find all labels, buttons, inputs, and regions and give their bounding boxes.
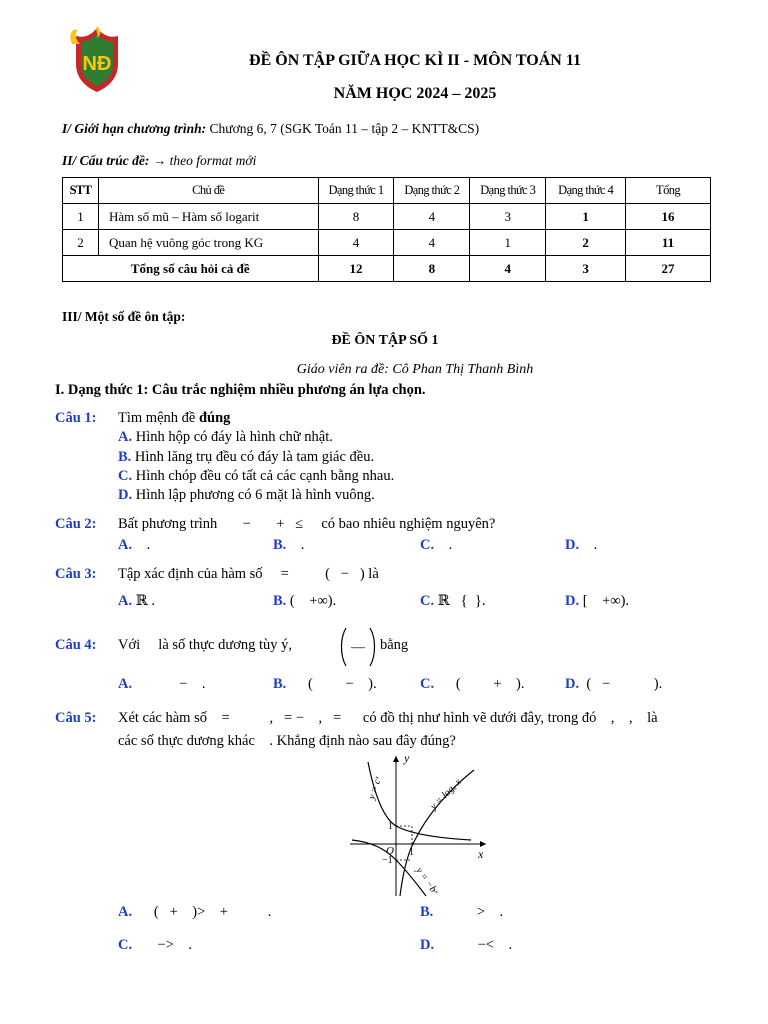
- option-text: − .: [132, 676, 206, 692]
- table-cell: 2: [546, 230, 626, 256]
- option-text: ( − ).: [286, 676, 377, 692]
- table-cell: 3: [546, 256, 626, 282]
- option-letter: C.: [118, 937, 133, 953]
- option-letter: A.: [118, 593, 133, 609]
- answer-option: [420, 593, 485, 610]
- x-axis-label: x: [478, 847, 484, 861]
- table-cell: 11: [626, 230, 711, 256]
- section-scope: [62, 121, 479, 137]
- table-header: Dạng thức 4: [546, 178, 626, 204]
- option-letter: C.: [118, 468, 133, 484]
- table-row: [63, 230, 711, 256]
- table-header: STT: [63, 178, 99, 204]
- answer-option: [273, 593, 336, 610]
- x-tick-label: 1: [409, 847, 414, 858]
- option-letter: B.: [273, 593, 287, 609]
- curve-bx-label: y = −bˣ: [413, 865, 441, 897]
- curve-log-label: y = logₐ x: [428, 776, 464, 813]
- option-letter: C.: [420, 676, 435, 692]
- option-letter: D.: [565, 537, 580, 553]
- section-exams-heading: III/ Một số đề ôn tập:: [62, 309, 186, 324]
- option-letter: A.: [118, 676, 133, 692]
- option-text: .: [579, 537, 598, 553]
- section-scope-label: I/ Giới hạn chương trình:: [62, 121, 207, 136]
- question-stem: Tập xác định của hàm số = ( − ) là: [118, 566, 379, 582]
- table-total-label: Tổng số câu hỏi cả đề: [63, 256, 319, 282]
- question-stem-text: Tìm mệnh đề: [118, 410, 199, 426]
- option-text: Hình lập phương có 6 mặt là hình vuông.: [132, 487, 375, 503]
- table-cell: 4: [394, 230, 470, 256]
- answer-option: [118, 937, 192, 954]
- table-total-row: [63, 256, 711, 282]
- question-label: Câu 5:: [55, 710, 97, 726]
- question-label: Câu 1:: [55, 410, 97, 426]
- table-cell: 4: [470, 256, 546, 282]
- question-stem-emphasis: đúng: [198, 410, 231, 426]
- option-letter: A.: [118, 537, 133, 553]
- option-text: −< .: [434, 937, 513, 953]
- answer-option: [420, 537, 452, 554]
- answer-option: [118, 904, 271, 921]
- option-text: Hình hộp có đáy là hình chữ nhật.: [132, 429, 333, 445]
- table-cell: 2: [63, 230, 99, 256]
- part-heading: I. Dạng thức 1: Câu trắc nghiệm nhiều phương án lựa chọn.: [55, 382, 426, 398]
- question-stem: Bất phương trình − + ≤ có bao nhiêu nghiệm nguyên?: [118, 516, 496, 532]
- answer-option: [420, 904, 503, 921]
- table-header: Dạng thức 3: [470, 178, 546, 204]
- option-text: ( + ).: [434, 676, 525, 692]
- answer-option: [420, 937, 512, 954]
- option-text: −> .: [132, 937, 192, 953]
- y-axis-label: y: [404, 752, 410, 765]
- answer-option: [565, 676, 662, 693]
- option-text: .: [286, 537, 305, 553]
- question-stem: [118, 410, 230, 427]
- option-text: .: [132, 537, 151, 553]
- question-stem: Với là số thực dương tùy ý,: [118, 637, 293, 653]
- y-tick-label: 1: [388, 821, 393, 832]
- answer-option: [273, 676, 377, 693]
- table-header-row: [63, 178, 711, 204]
- table-cell: 27: [626, 256, 711, 282]
- origin-label: O: [386, 845, 394, 857]
- table-cell: 16: [626, 204, 711, 230]
- option-letter: D.: [565, 676, 580, 692]
- table-header: Chủ đề: [98, 178, 318, 204]
- logo-letters: NĐ: [82, 53, 112, 75]
- function-graph: [346, 752, 492, 898]
- answer-option: [118, 537, 150, 554]
- curve-cx-label: y = cˣ: [366, 775, 385, 801]
- option-text: ℝ .: [132, 593, 156, 609]
- exam-title: ĐỀ ÔN TẬP SỐ 1: [331, 333, 439, 348]
- question-stem-tail: bằng: [380, 637, 409, 653]
- option-letter: D.: [420, 937, 435, 953]
- document-year: NĂM HỌC 2024 – 2025: [333, 85, 497, 102]
- table-cell: 8: [394, 256, 470, 282]
- y-tick-label-negative: −1: [382, 855, 393, 866]
- question-label: Câu 3:: [55, 566, 97, 582]
- answer-option: [118, 676, 206, 693]
- table-cell: Quan hệ vuông góc trong KG: [98, 230, 318, 256]
- answer-option: [565, 593, 629, 610]
- table-cell: Hàm số mũ – Hàm số logarit: [98, 204, 318, 230]
- table-cell: 4: [318, 230, 394, 256]
- answer-option: [118, 449, 374, 466]
- curve-cx: [368, 762, 471, 840]
- option-text: ( +∞).: [286, 593, 337, 609]
- document-title: ĐỀ ÔN TẬP GIỮA HỌC KÌ II - MÔN TOÁN 11: [249, 52, 581, 69]
- question-stem-continued: các số thực dương khác . Khẳng định nào sau đây đúng?: [118, 733, 456, 749]
- option-text: Hình lăng trụ đều có đáy là tam giác đều.: [131, 449, 375, 465]
- table-header: Dạng thức 1: [318, 178, 394, 204]
- section-structure-label: II/ Cấu trúc đề:: [62, 153, 150, 168]
- table-cell: 3: [470, 204, 546, 230]
- table-cell: 8: [318, 204, 394, 230]
- option-letter: C.: [420, 593, 435, 609]
- option-text: ( − ).: [579, 676, 663, 692]
- option-text: .: [434, 537, 453, 553]
- table-cell: 12: [318, 256, 394, 282]
- section-scope-text: Chương 6, 7 (SGK Toán 11 – tập 2 – KNTT&CS): [206, 121, 480, 136]
- question-stem: Xét các hàm số = , = − , = có đồ thị như hình vẽ dưới đây, trong đó , , là: [118, 710, 658, 726]
- option-text: ℝ { }.: [434, 593, 486, 609]
- section-structure-text: → theo format mới: [149, 153, 257, 168]
- answer-option: [118, 593, 155, 610]
- answer-option: [118, 468, 394, 485]
- option-letter: B.: [118, 449, 132, 465]
- option-letter: D.: [565, 593, 580, 609]
- table-header: Tổng: [626, 178, 711, 204]
- table-cell: 4: [394, 204, 470, 230]
- answer-option: [273, 537, 304, 554]
- table-cell: 1: [470, 230, 546, 256]
- school-logo: [62, 24, 132, 94]
- table-cell: 1: [546, 204, 626, 230]
- option-text: ( + )> + .: [132, 904, 272, 920]
- option-letter: C.: [420, 537, 435, 553]
- option-letter: B.: [273, 537, 287, 553]
- fraction-parentheses: [338, 626, 378, 668]
- structure-table: [62, 177, 711, 282]
- question-label: Câu 4:: [55, 637, 97, 653]
- option-letter: B.: [420, 904, 434, 920]
- answer-option: [420, 676, 524, 693]
- answer-option: [118, 429, 333, 446]
- exam-teacher: Giáo viên ra đề: Cô Phan Thị Thanh Bình: [296, 362, 534, 377]
- table-header: Dạng thức 2: [394, 178, 470, 204]
- y-axis-arrow: [393, 756, 399, 762]
- option-text: > .: [433, 904, 504, 920]
- option-letter: A.: [118, 429, 133, 445]
- answer-option: [565, 537, 597, 554]
- answer-option: [118, 487, 375, 504]
- option-letter: A.: [118, 904, 133, 920]
- option-text: [ +∞).: [579, 593, 630, 609]
- option-letter: B.: [273, 676, 287, 692]
- question-label: Câu 2:: [55, 516, 97, 532]
- table-row: [63, 204, 711, 230]
- option-text: Hình chóp đều có tất cả các cạnh bằng nhau.: [132, 468, 395, 484]
- section-structure: [62, 153, 256, 169]
- table-cell: 1: [63, 204, 99, 230]
- option-letter: D.: [118, 487, 133, 503]
- fraction-bar: —: [351, 640, 365, 655]
